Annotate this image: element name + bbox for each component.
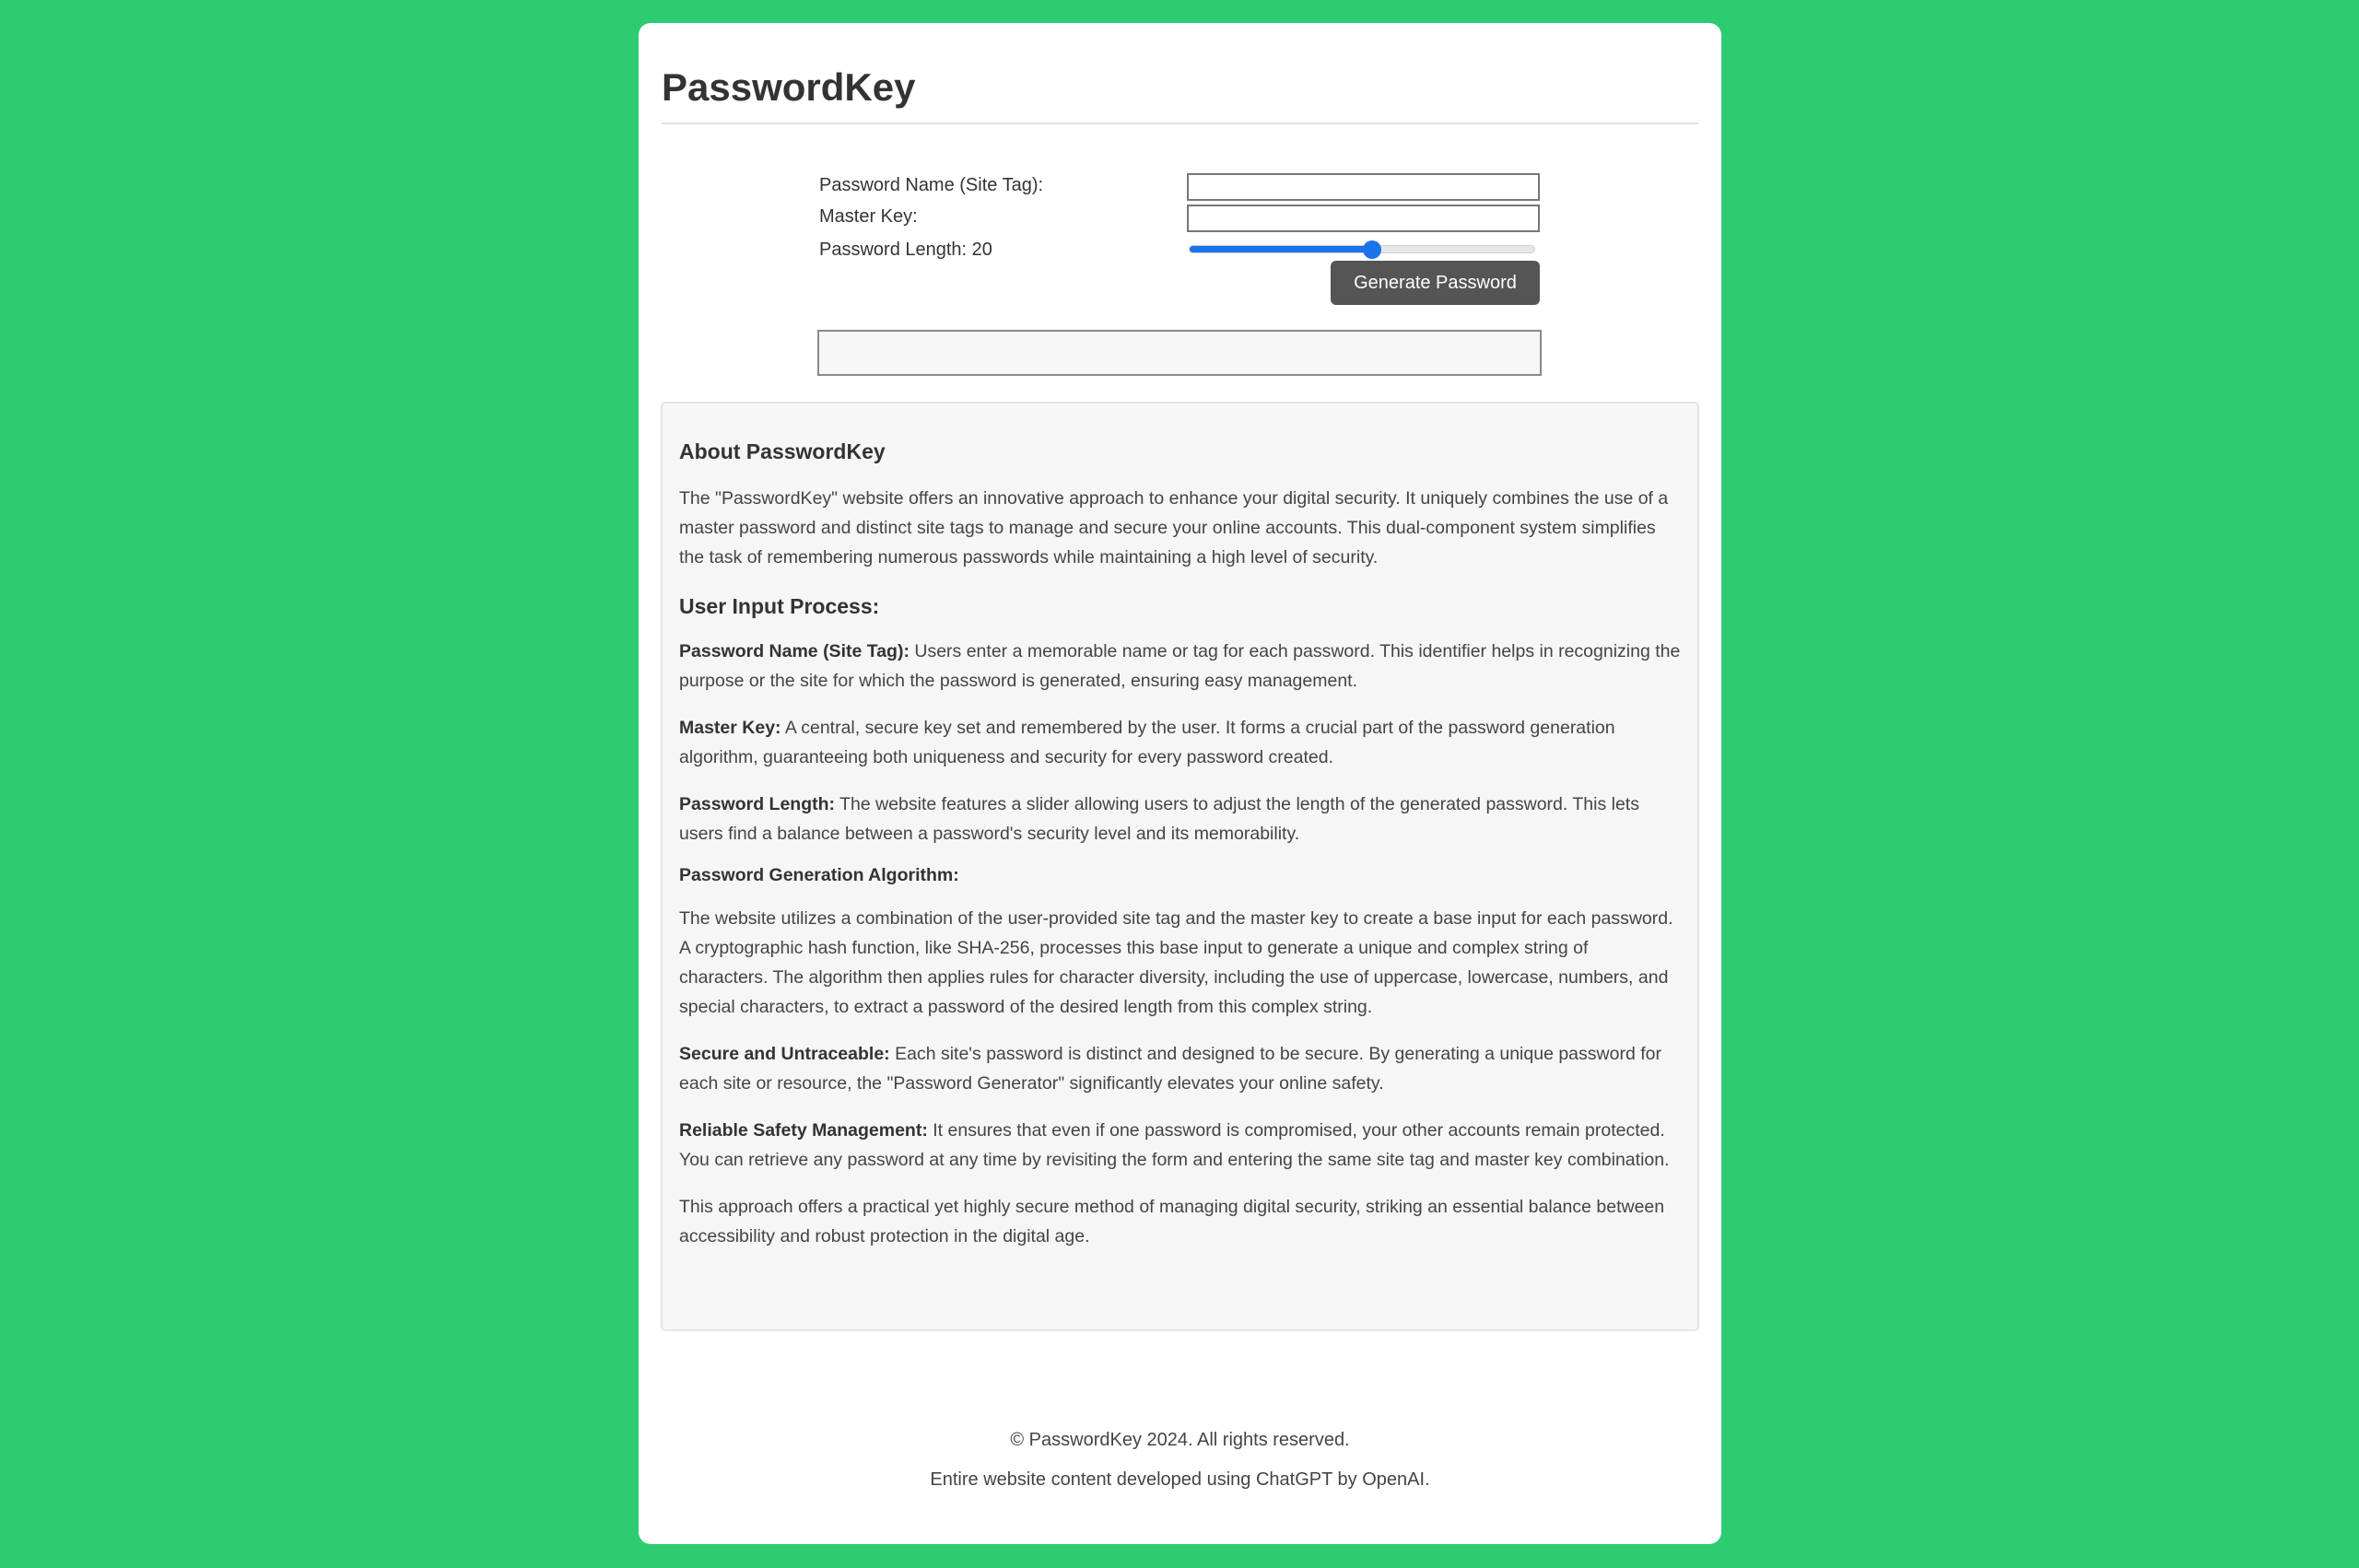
site-tag-input[interactable]	[1187, 173, 1540, 201]
reliable-text: It ensures that even if one password is compromised, your other accounts remain protected. You can retrieve any password at any time by revisiting the form and entering the same site tag and master key combination.	[679, 1119, 1670, 1170]
reliable-term: Reliable Safety Management:	[679, 1119, 928, 1141]
length-description	[679, 790, 1681, 848]
footer-credit: Entire website content developed using ChatGPT by OpenAI.	[930, 1469, 1430, 1490]
site-tag-text: Users enter a memorable name or tag for each password. This identifier helps in recognizing the purpose or the site for which the password is generated, ensuring easy management.	[679, 640, 1681, 691]
master-key-description	[679, 713, 1681, 772]
secure-text: Each site's password is distinct and designed to be secure. By generating a unique password for each site or resource, the "Password Generator" significantly elevates your online safety.	[679, 1043, 1661, 1094]
site-tag-description	[679, 637, 1681, 696]
about-section	[661, 402, 1699, 1331]
length-text: The website features a slider allowing users to adjust the length of the generated password. This lets users find a balance between a password's security level and its memorability.	[679, 793, 1639, 844]
generated-password-output[interactable]	[817, 330, 1542, 376]
master-key-text: A central, secure key set and remembered by the user. It forms a crucial part of the password generation algorithm, guaranteeing both uniqueness and security for every password created.	[679, 717, 1615, 767]
slider-fill	[1190, 246, 1372, 252]
master-key-input[interactable]	[1187, 205, 1540, 232]
page-title: PasswordKey	[662, 65, 916, 109]
length-term: Password Length:	[679, 793, 836, 814]
password-length-label: Password Length: 20	[819, 240, 992, 260]
algorithm-description: The website utilizes a combination of the user-provided site tag and the master key to create a base input for each password. A cryptographic hash function, like SHA-256, processes this base input to generate a unique and complex string of characters. The algorithm then applies rules for character diversity, including the use of uppercase, lowercase, numbers, and special characters, to extract a password of the desired length from this complex string.	[679, 907, 1673, 1017]
about-intro: The "PasswordKey" website offers an innovative approach to enhance your digital security. It uniquely combines the use of a master password and distinct site tags to manage and secure your online accounts. This dual-component system simplifies the task of remembering numerous passwords while maintaining a high level of security.	[679, 487, 1669, 568]
about-heading: About PasswordKey	[679, 439, 886, 463]
algorithm-heading: Password Generation Algorithm:	[679, 864, 959, 885]
process-heading: User Input Process:	[679, 593, 880, 618]
master-key-term: Master Key:	[679, 717, 781, 738]
site-tag-label: Password Name (Site Tag):	[819, 175, 1044, 195]
title-divider	[662, 123, 1698, 124]
footer-copyright: © PasswordKey 2024. All rights reserved.	[1010, 1430, 1350, 1450]
master-key-label: Master Key:	[819, 206, 918, 227]
closing-paragraph: This approach offers a practical yet highly secure method of managing digital security, striking an essential balance between accessibility and robust protection in the digital age.	[679, 1196, 1665, 1246]
site-tag-term: Password Name (Site Tag):	[679, 640, 910, 661]
generate-password-button[interactable]: Generate Password	[1331, 261, 1540, 305]
secure-description	[679, 1039, 1681, 1098]
secure-term: Secure and Untraceable:	[679, 1043, 890, 1064]
reliable-description	[679, 1116, 1681, 1175]
main-card	[639, 23, 1721, 1544]
slider-thumb[interactable]	[1363, 240, 1381, 259]
password-length-slider[interactable]	[1189, 245, 1535, 253]
